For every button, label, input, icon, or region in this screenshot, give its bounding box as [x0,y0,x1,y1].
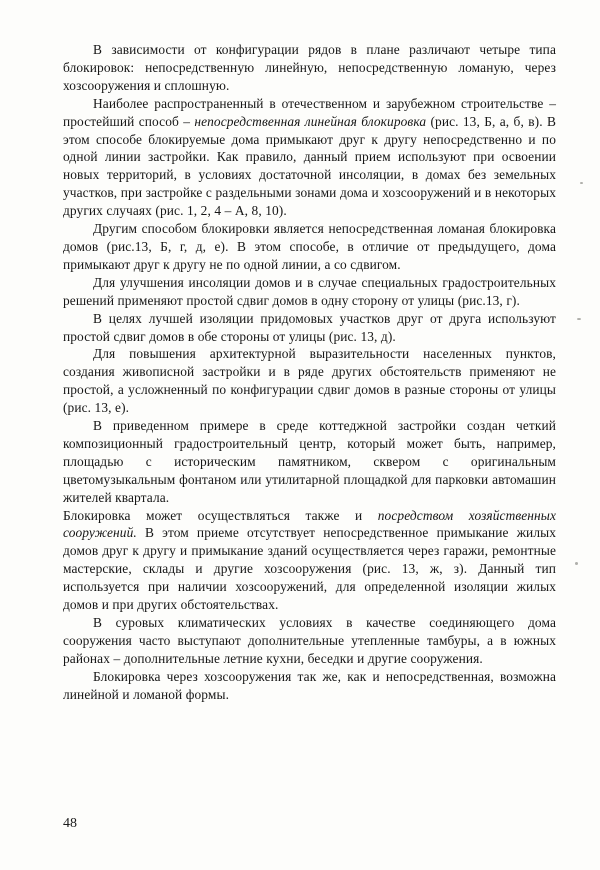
paragraph [63,41,556,95]
paragraph-run: Наиболее распространенный в отечественном и зарубежном строительстве – простейший способ – [63,95,556,129]
paragraph [63,614,556,668]
paragraph [63,274,556,310]
paragraph-run-italic: посредством хозяйственных сооружений. [63,507,556,541]
paragraph [63,668,556,704]
paragraph [63,220,556,274]
paragraph-run: В приведенном примере в среде коттеджной застройки создан четкий композиционный градостроительный центр, который может быть, например, площадью с историческим памятником, сквером с оригинальным цветомузыкальным фонтаном или утилитарной площадкой для парковки автомашин жителей квартала. [63,418,556,505]
scan-speck [577,318,581,320]
paragraph-run-italic: непосредственная линейная блокировка [194,113,427,129]
paragraph-run: Другим способом блокировки является непосредственная ломаная блокировка домов (рис.13, Б, г, д, е). В этом способе, в отличие от предыдущего, дома примыкают друг к другу не по одной линии, а со сдвигом. [63,221,556,272]
paragraph-run: (рис. 13, Б, а, б, в). В этом способе блокируемые дома примыкают друг к другу непосредственно и по одной линии застройки. Как правило, данный прием используют при освоении новых территорий, в условиях достаточной инсоляции, в домах без земельных участков, при застройке с раздельными зонами дома и хозсооружений и в некоторых других случаях (рис. 1, 2, 4 – А, 8, 10). [63,113,556,219]
scan-speck [580,182,583,184]
paragraph [63,507,556,614]
paragraph [63,95,556,220]
paragraph-run: В суровых климатических условиях в качестве соединяющего дома сооружения часто выступают дополнительные утепленные тамбуры, а в южных районах – дополнительные летние кухни, беседки и другие сооружения. [63,615,556,666]
paragraph [63,417,556,507]
scan-speck [575,562,578,565]
paragraph-run: Блокировка может осуществляться также и [63,507,378,523]
text-block [63,41,556,704]
paragraph-run: Для улучшения инсоляции домов и в случае специальных градостроительных решений применяют простой сдвиг домов в одну сторону от улицы (рис.13, г). [63,274,556,308]
paragraph [63,345,556,417]
paragraph-run: Блокировка через хозсооружения так же, как и непосредственная, возможна линейной и ломаной формы. [63,668,556,702]
paragraph-run: В этом приеме отсутствует непосредственное примыкание жилых домов друг к другу и примыкание зданий осуществляется через гаражи, ремонтные мастерские, склады и другие хозсооружения (рис. 13, ж, з). Данный тип используется при наличии хозсооружений, для определенной изоляции жилых домов и при других обстоятельствах. [63,525,556,613]
paragraph-run: В зависимости от конфигурации рядов в плане различают четыре типа блокировок: непосредственную линейную, непосредственную ломаную, через хозсооружения и сплошную. [63,42,556,93]
paragraph-run: В целях лучшей изоляции придомовых участков друг от друга используют простой сдвиг домов в обе стороны от улицы (рис. 13, д). [63,310,556,344]
paragraph-run: Для повышения архитектурной выразительности населенных пунктов, создания живописной застройки и в ряде других обстоятельств применяют не простой, а усложненный по конфигурации сдвиг домов в разные стороны от улицы (рис. 13, е). [63,346,556,416]
page-number: 48 [63,816,77,831]
paragraph [63,310,556,346]
